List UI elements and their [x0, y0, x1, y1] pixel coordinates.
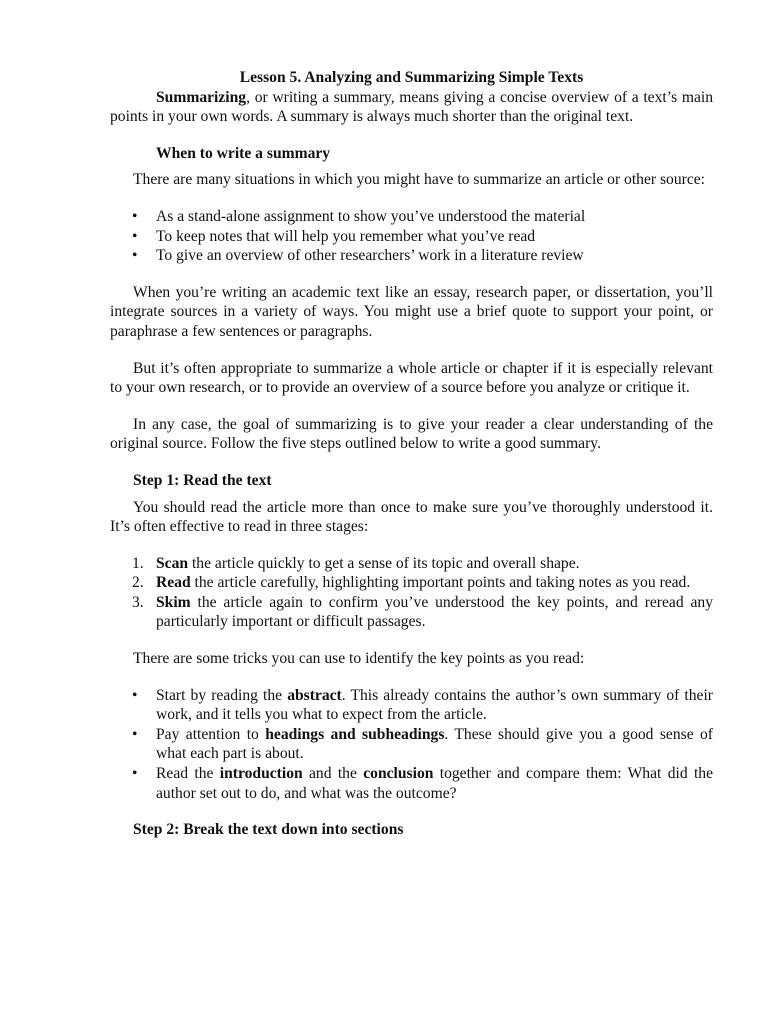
when-paragraph: There are many situations in which you might have to summarize an article or other source: [133, 171, 706, 189]
list-item-bold: headings and subheadings [265, 725, 445, 743]
list-item [110, 725, 713, 764]
list-item: • As a stand-alone assignment to show you’ve understood the material [110, 207, 713, 227]
step1-heading: Step 1: Read the text [133, 471, 272, 489]
list-item-text: and the [302, 765, 364, 783]
step2-heading: Step 2: Break the text down into sections [133, 821, 404, 839]
tricks-bullet-list [110, 686, 713, 804]
list-item: • To keep notes that will help you remember what you’ve read [110, 227, 713, 247]
list-item-bold: abstract [287, 686, 342, 704]
intro-paragraph [110, 88, 713, 127]
intro-text: , or writing a summary, means giving a concise overview of a text’s main points in your own words. A summary is always much shorter than the original text. [110, 88, 713, 126]
list-item [110, 593, 713, 632]
appropriate-paragraph: But it’s often appropriate to summarize a whole article or chapter if it is especially relevant to your own research, or to provide an overview of a source before you analyze or critique it. [110, 359, 713, 397]
list-item [110, 573, 713, 593]
lesson-title: Lesson 5. Analyzing and Summarizing Simple Texts [239, 69, 584, 86]
list-item-text: the article quickly to get a sense of its topic and overall shape. [188, 554, 580, 572]
academic-paragraph: When you’re writing an academic text like an essay, research paper, or dissertation, you’ll integrate sources in a variety of ways. You might use a brief quote to support your point, or paraphrase a few sentences or paragraphs. [110, 283, 713, 340]
list-item-text: the article carefully, highlighting important points and taking notes as you read. [190, 574, 691, 592]
list-item [110, 686, 713, 725]
list-item-bold: Scan [156, 554, 189, 572]
step1-paragraph: You should read the article more than once to make sure you’ve thoroughly understood it. It’s often effective to read in three stages: [110, 498, 713, 536]
list-item-text: . These should give you a good sense of what each part is about. [156, 725, 713, 763]
list-number: 1. [132, 554, 144, 572]
list-number: 3. [132, 593, 144, 611]
list-item-text: Start by reading the [156, 686, 288, 704]
list-item-text: the article again to confirm you’ve understood the key points, and reread any particularly important or difficult passages. [156, 593, 713, 631]
list-item-bold: introduction [219, 765, 303, 783]
document-page [110, 68, 713, 840]
when-heading: When to write a summary [156, 144, 331, 162]
tricks-paragraph: There are some tricks you can use to identify the key points as you read: [133, 650, 585, 668]
list-item [110, 764, 713, 803]
list-item: • To give an overview of other researchers’ work in a literature review [110, 246, 713, 266]
list-item-text: Read the [156, 765, 220, 783]
list-item-text: . This already contains the author’s own summary of their work, and it tells you what to expect from the article. [156, 686, 713, 724]
list-item-text: Pay attention to [156, 725, 266, 743]
step1-numbered-list [110, 554, 713, 632]
list-item-bold: conclusion [363, 765, 434, 783]
when-bullet-list [110, 207, 713, 266]
goal-paragraph: In any case, the goal of summarizing is to give your reader a clear understanding of the original source. Follow the five steps outlined below to write a good summary. [110, 415, 713, 453]
list-item [110, 554, 713, 574]
list-item-text: together and compare them: What did the author set out to do, and what was the outcome? [156, 765, 713, 802]
list-number: 2. [132, 574, 144, 592]
intro-term: Summarizing [156, 88, 247, 106]
list-item-bold: Read [156, 574, 191, 592]
list-item-bold: Skim [156, 593, 191, 611]
